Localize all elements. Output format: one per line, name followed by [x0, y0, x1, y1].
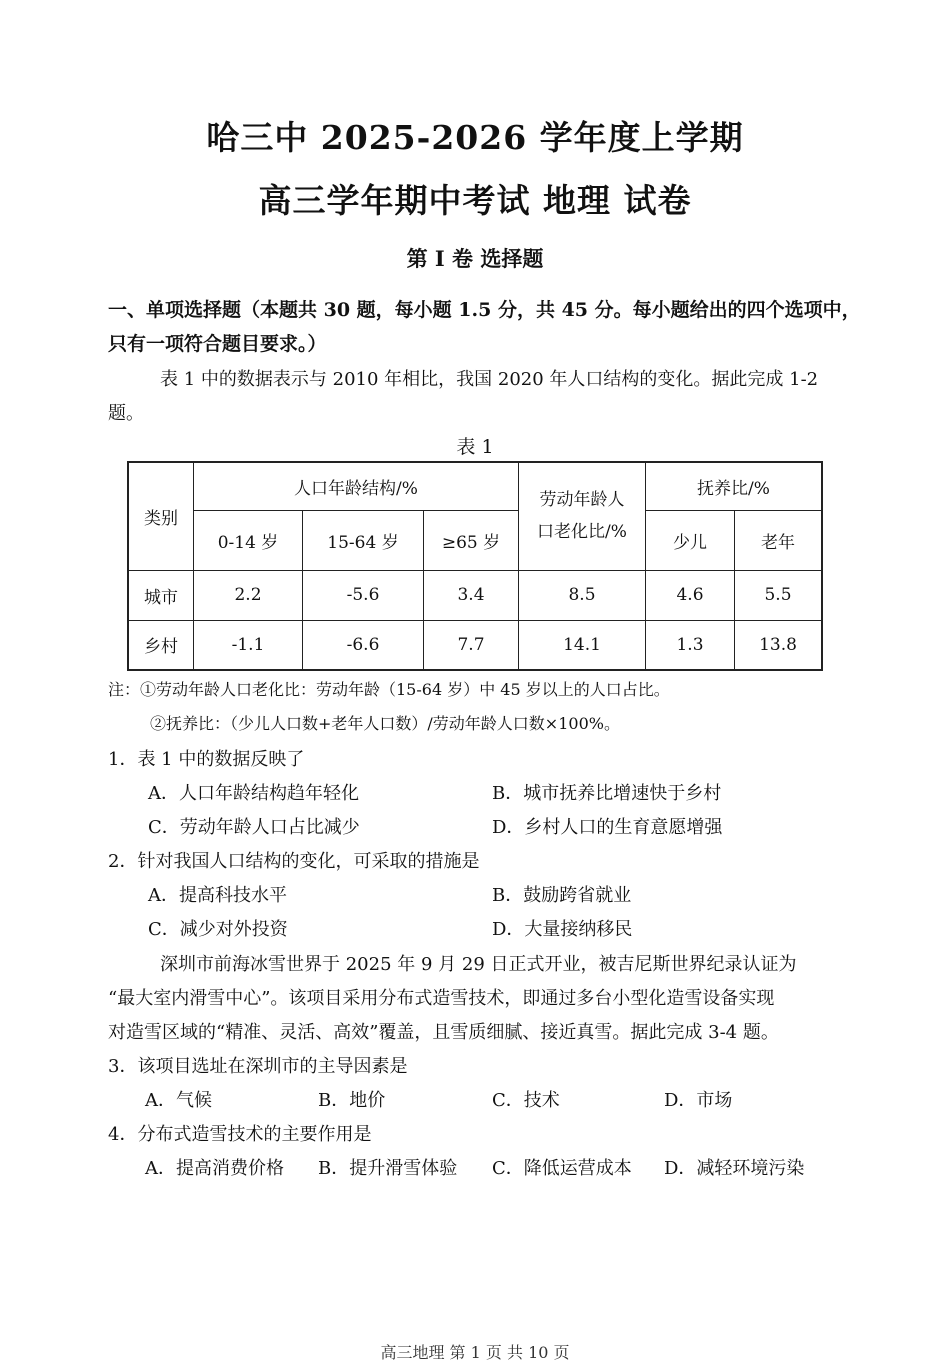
page-footer: 高三地理 第 1 页 共 10 页 [380, 1343, 570, 1362]
question-2-option-c: C．减少对外投资 [148, 919, 288, 940]
table-cell: 14.1 [519, 620, 646, 670]
question-1-option-a: A．人口年龄结构趋年轻化 [148, 783, 359, 804]
intro-paragraph-2-line1: 深圳市前海冰雪世界于 2025 年 9 月 29 日正式开业，被吉尼斯世界纪录认证为 [160, 954, 797, 975]
question-3-stem: 3．该项目选址在深圳市的主导因素是 [108, 1056, 408, 1077]
table-row [128, 570, 822, 620]
question-2-option-b: B．鼓励跨省就业 [492, 885, 632, 906]
table-cell: 3.4 [424, 570, 519, 620]
header-dependency: 抚养比/% [646, 462, 823, 510]
table-cell: 5.5 [735, 570, 823, 620]
population-table [127, 461, 823, 671]
question-3-option-d: D．市场 [664, 1090, 733, 1111]
question-1-stem: 1．表 1 中的数据反映了 [108, 749, 305, 770]
intro-paragraph-1-line2: 题。 [108, 403, 144, 424]
subheader-65-plus: ≥65 岁 [424, 510, 519, 570]
table-row [128, 620, 822, 670]
question-2-stem: 2．针对我国人口结构的变化，可采取的措施是 [108, 851, 480, 872]
subheader-0-14: 0-14 岁 [194, 510, 303, 570]
question-4-option-b: B．提升滑雪体验 [318, 1158, 458, 1179]
table-cell: 7.7 [424, 620, 519, 670]
question-2-option-d: D．大量接纳移民 [492, 919, 633, 940]
question-3-option-a: A．气候 [145, 1090, 212, 1111]
subheader-15-64: 15-64 岁 [303, 510, 424, 570]
table-cell: -6.6 [303, 620, 424, 670]
volume-heading: 第 I 卷 选择题 [406, 246, 544, 271]
intro-paragraph-2-line3: 对造雪区域的“精准、灵活、高效”覆盖，且雪质细腻、接近真雪。据此完成 3-4 题。 [108, 1022, 779, 1043]
table-cell: 4.6 [646, 570, 735, 620]
table-cell: 8.5 [519, 570, 646, 620]
table-note-2: ②抚养比：（少儿人口数+老年人口数）/劳动年龄人口数×100%。 [150, 714, 620, 733]
question-2-option-a: A．提高科技水平 [148, 885, 287, 906]
intro-paragraph-1-line1: 表 1 中的数据表示与 2010 年相比，我国 2020 年人口结构的变化。据此完成 1-2 [160, 369, 819, 390]
question-4-option-c: C．降低运营成本 [492, 1158, 632, 1179]
question-1-option-c: C．劳动年龄人口占比减少 [148, 817, 360, 838]
header-aging-ratio [519, 462, 646, 570]
intro-paragraph-2-line2: “最大室内滑雪中心”。该项目采用分布式造雪技术，即通过多台小型化造雪设备实现 [108, 988, 775, 1009]
header-aging-line1: 劳动年龄人 [539, 490, 625, 511]
question-4-option-a: A．提高消费价格 [145, 1158, 284, 1179]
row-label: 城市 [128, 570, 194, 620]
table-cell: -5.6 [303, 570, 424, 620]
section-instruction-line2: 只有一项符合题目要求。） [108, 333, 327, 355]
exam-title-line1: 哈三中 2025-2026 学年度上学期 [206, 118, 744, 157]
table-caption: 表 1 [456, 436, 494, 458]
question-1-option-d: D．乡村人口的生育意愿增强 [492, 817, 723, 838]
table-cell: 1.3 [646, 620, 735, 670]
table-cell: -1.1 [194, 620, 303, 670]
question-1-option-b: B．城市抚养比增速快于乡村 [492, 783, 722, 804]
header-age-structure: 人口年龄结构/% [194, 462, 519, 510]
subheader-elder: 老年 [735, 510, 823, 570]
subheader-child: 少儿 [646, 510, 735, 570]
question-3-option-b: B．地价 [318, 1090, 386, 1111]
section-instruction-line1: 一、单项选择题（本题共 30 题，每小题 1.5 分，共 45 分。每小题给出的四个选项中， [108, 299, 861, 321]
question-4-stem: 4．分布式造雪技术的主要作用是 [108, 1124, 372, 1145]
header-aging-line2: 口老化比/% [537, 522, 627, 543]
table-cell: 2.2 [194, 570, 303, 620]
exam-title-line2: 高三学年期中考试 地理 试卷 [258, 181, 692, 220]
header-category: 类别 [128, 462, 194, 570]
table-cell: 13.8 [735, 620, 823, 670]
question-3-option-c: C．技术 [492, 1090, 560, 1111]
question-4-option-d: D．减轻环境污染 [664, 1158, 805, 1179]
row-label: 乡村 [128, 620, 194, 670]
table-note-1: 注：①劳动年龄人口老化比：劳动年龄（15-64 岁）中 45 岁以上的人口占比。 [108, 680, 670, 699]
